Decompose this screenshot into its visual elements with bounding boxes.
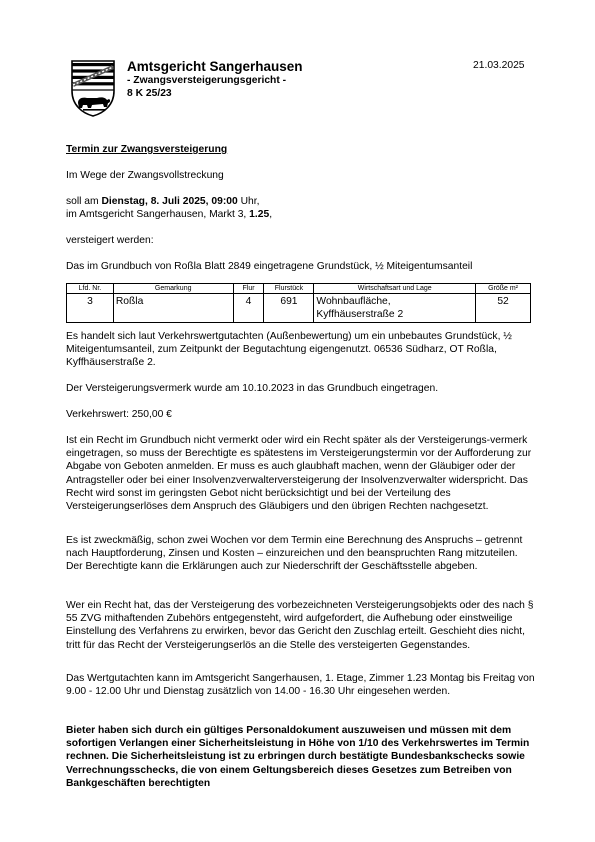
lage-line-1: Wohnbaufläche, xyxy=(316,296,391,307)
case-number: 8 K 25/23 xyxy=(127,88,172,99)
paragraph-verkehrswert: Verkehrswert: 250,00 € xyxy=(66,409,172,420)
appointment-prefix: soll am xyxy=(66,196,102,207)
col-flurstueck: Flurstück xyxy=(264,284,314,294)
document-heading: Termin zur Zwangsversteigerung xyxy=(66,144,228,155)
paragraph-property: Es handelt sich laut Verkehrswertgutachten (Außenbewertung) um ein unbebautes Grundstück, ½ Miteigentumsanteil, zum Zeitpunkt der Begutachtung eigengenutzt. 06536 Südharz, OT Roßla, Kyffhäuserstraße 2. xyxy=(66,331,512,369)
paragraph-bidders: Bieter haben sich durch ein gültiges Personaldokument auszuweisen und müssen mit dem sofortigen Verlangen einer Sicherheitsleistung in Höhe von 1/10 des Verkehrswertes im Termin rechnen. Die Sicherheitsleistung ist zu erbringen durch bestätigte Bundesbankschecks sowie Verrechnungsschecks, die von einem Geltungsbereich dieses Gesetzes zum Betreiben von Bankgeschäften berechtigten xyxy=(66,725,530,789)
appointment-date: Dienstag, 8. Juli 2025, 09:00 xyxy=(101,196,238,207)
document-date: 21.03.2025 xyxy=(473,60,525,71)
appointment-line xyxy=(66,195,536,208)
location-suffix: , xyxy=(269,209,273,220)
court-subtitle: - Zwangsversteigerungsgericht - xyxy=(127,75,287,86)
cell-groesse: 52 xyxy=(476,294,531,323)
cell-lfd: 3 xyxy=(67,294,114,323)
cell-flur: 4 xyxy=(233,294,264,323)
room-number: 1.25 xyxy=(249,209,270,220)
col-lfd-nr: Lfd. Nr. xyxy=(67,284,114,294)
grundbuch-line: Das im Grundbuch von Roßla Blatt 2849 eingetragene Grundstück, ½ Miteigentumsanteil xyxy=(66,261,473,272)
cell-flurstueck: 691 xyxy=(264,294,314,323)
cell-gemarkung: Roßla xyxy=(113,294,233,323)
court-name: Amtsgericht Sangerhausen xyxy=(127,59,303,74)
paragraph-appraisal: Das Wertgutachten kann im Amtsgericht Sangerhausen, 1. Etage, Zimmer 1.23 Montag bis Freitag von 9.00 - 12.00 Uhr und Dienstag zusätzlich von 14.00 - 16.30 Uhr eingesehen werden. xyxy=(66,673,535,698)
property-table xyxy=(66,283,531,323)
paragraph-objection: Wer ein Recht hat, das der Versteigerung des vorbezeichneten Versteigerungsobjekts oder des nach § 55 ZVG mithaftenden Zubehörs entgegensteht, wird aufgefordert, die Aufhebung oder einstweilige Einstellung des Verfahrens zu erwirken, bevor das Gericht den Zuschlag erteilt. Geschieht dies nicht, tritt für das Recht der Versteigerungserlös an die Stelle des versteigerten Gegenstandes. xyxy=(66,600,534,651)
versteigert-line: versteigert werden: xyxy=(66,235,154,246)
intro-line: Im Wege der Zwangsvollstreckung xyxy=(66,170,224,181)
location-line xyxy=(66,208,536,221)
col-gemarkung: Gemarkung xyxy=(113,284,233,294)
cell-lage xyxy=(314,294,476,323)
location-prefix: im Amtsgericht Sangerhausen, Markt 3, xyxy=(66,209,250,220)
paragraph-claim: Es ist zweckmäßig, schon zwei Wochen vor dem Termin eine Berechnung des Anspruchs – getrennt nach Hauptforderung, Zinsen und Kosten – einzureichen und den beanspruchten Rang mitzuteilen. Der Berechtigte kann die Erklärungen auch zur Niederschrift der Geschäftsstelle abgeben. xyxy=(66,535,523,573)
col-wirtschaftsart: Wirtschaftsart und Lage xyxy=(314,284,476,294)
table-row xyxy=(67,294,531,323)
appointment-suffix: Uhr, xyxy=(237,196,260,207)
lage-line-2: Kyffhäuserstraße 2 xyxy=(316,309,404,320)
col-groesse: Größe m² xyxy=(476,284,531,294)
col-flur: Flur xyxy=(233,284,264,294)
coat-of-arms-icon xyxy=(70,59,116,117)
paragraph-vermerk: Der Versteigerungsvermerk wurde am 10.10.2023 in das Grundbuch eingetragen. xyxy=(66,383,439,394)
paragraph-rights: Ist ein Recht im Grundbuch nicht vermerkt oder wird ein Recht später als der Versteigerungs-vermerk eingetragen, so muss der Berechtigte es spätestens im Versteigerungstermin vor der Aufforderung zur Abgabe von Geboten anmelden. Er muss es auch glaubhaft machen, wenn der Gläubiger oder der Antragsteller oder bei einer Insolvenzverwalterversteigerung der Insolvenzverwalter widerspricht. Das Recht wird sonst im geringsten Gebot nicht berücksichtigt und bei der Verteilung des Versteigerungserlöses dem Anspruch des Gläubigers und den übrigen Rechten nachgesetzt. xyxy=(66,435,532,513)
table-header-row xyxy=(67,284,531,294)
